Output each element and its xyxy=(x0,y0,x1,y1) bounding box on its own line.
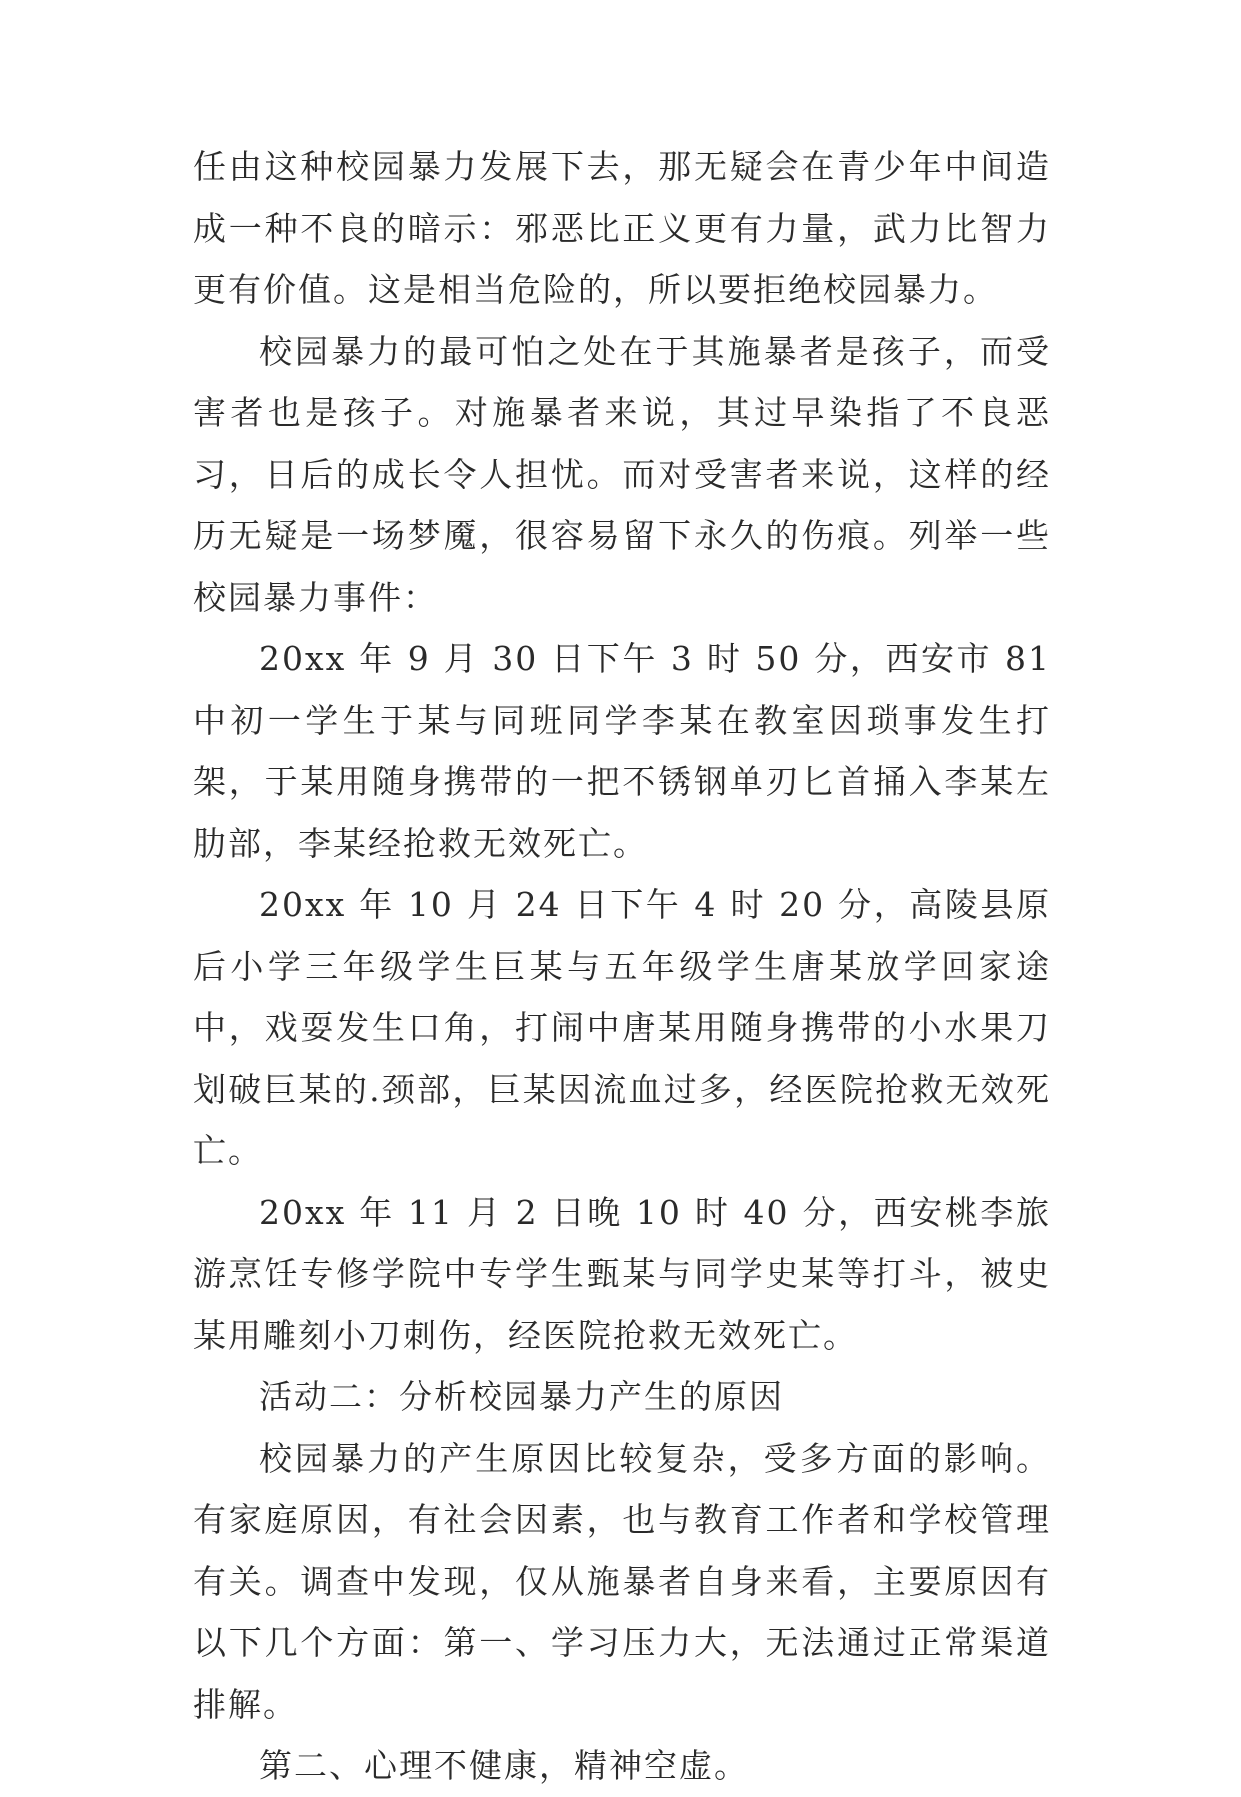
paragraph-5: 20xx 年 11 月 2 日晚 10 时 40 分，西安桃李旅游烹饪专修学院中专学生甄某与同学史某等打斗，被史某用雕刻小刀刺伤，经医院抢救无效死亡。 xyxy=(193,1192,1051,1355)
paragraph-6: 校园暴力的产生原因比较复杂，受多方面的影响。有家庭原因，有社会因素，也与教育工作者和学校管理有关。调查中发现，仅从施暴者自身来看，主要原因有以下几个方面：第一、学习压力大，无法通过正常渠道排解。 xyxy=(193,1438,1051,1724)
paragraph-4: 20xx 年 10 月 24 日下午 4 时 20 分，高陵县原后小学三年级学生巨某与五年级学生唐某放学回家途中，戏耍发生口角，打闹中唐某用随身携带的小水果刀划破巨某的.颈部，巨某因流血过多，经医院抢救无效死亡。 xyxy=(193,885,1051,1170)
paragraph-2: 校园暴力的最可怕之处在于其施暴者是孩子，而受害者也是孩子。对施暴者来说，其过早染指了不良恶习，日后的成长令人担忧。而对受害者来说，这样的经历无疑是一场梦魇，很容易留下永久的伤痕。列举一些校园暴力事件： xyxy=(193,331,1051,617)
paragraph-1: 任由这种校园暴力发展下去，那无疑会在青少年中间造成一种不良的暗示：邪恶比正义更有力量，武力比智力更有价值。这是相当危险的，所以要拒绝校园暴力。 xyxy=(193,147,1051,309)
paragraph-7: 第二、心理不健康，精神空虚。 xyxy=(259,1746,749,1785)
section-heading: 活动二：分析校园暴力产生的原因 xyxy=(259,1377,784,1416)
paragraph-3: 20xx 年 9 月 30 日下午 3 时 50 分，西安市 81 中初一学生于某与同班同学李某在教室因琐事发生打架，于某用随身携带的一把不锈钢单刃匕首捅入李某左肋部，李某经抢救无效死亡。 xyxy=(193,639,1051,863)
document-body xyxy=(193,136,1051,1797)
